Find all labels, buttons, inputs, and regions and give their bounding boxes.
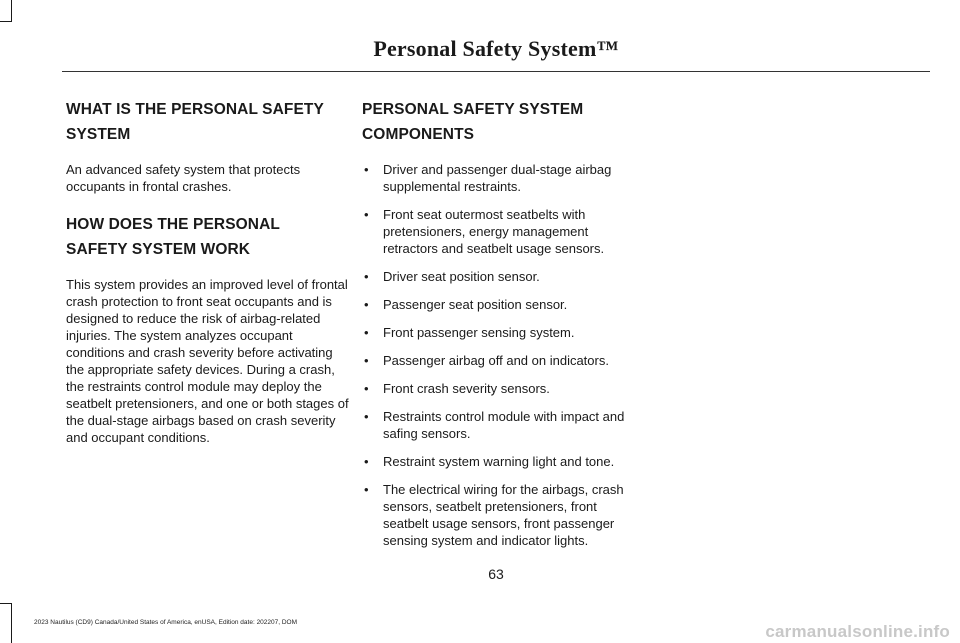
components-list [362,161,634,549]
left-column [66,97,352,446]
list-item-text: Driver seat position sensor. [383,269,540,284]
list-item-text: Front passenger sensing system. [383,325,575,340]
watermark-link[interactable]: carmanualsonline.info [765,622,950,641]
crop-mark-top-left-horizontal [0,21,12,22]
bullet-icon: • [364,454,369,469]
spacer [66,262,352,276]
list-item [362,324,634,341]
middle-column [362,97,634,560]
bullet-icon: • [364,381,369,396]
list-item-text: Passenger seat position sensor. [383,297,568,312]
list-item-text: Restraint system warning light and tone. [383,454,615,469]
heading-line: WHAT IS THE PERSONAL SAFETY [66,101,324,118]
list-item-text: Front seat outermost seatbelts with pretensioners, energy management retractors and seatbelt usage sensors. [383,207,605,256]
list-item [362,296,634,313]
heading-line: COMPONENTS [362,126,475,143]
heading-line: PERSONAL SAFETY SYSTEM [362,101,584,118]
list-item [362,206,634,257]
section-heading-what-is [66,97,352,147]
section-body-how-does: This system provides an improved level of frontal crash protection to front seat occupants and is designed to reduce the risk of airbag-related injuries. The system analyzes occupant conditions and crash severity before activating the appropriate safety devices. During a crash, the restraints control module may deploy the seatbelt pretensioners, and one or both stages of the dual-stage airbags based on crash severity and occupant conditions. [66,277,349,445]
crop-mark-bottom-left-horizontal [0,603,12,604]
bullet-icon: • [364,353,369,368]
list-item [362,352,634,369]
list-item-text: Passenger airbag off and on indicators. [383,353,609,368]
bullet-icon: • [364,207,369,222]
bullet-icon: • [364,297,369,312]
crop-mark-top-left-vertical [11,0,12,22]
spacer [66,195,352,212]
bullet-icon: • [364,409,369,424]
bullet-icon: • [364,269,369,284]
bullet-icon: • [364,162,369,177]
list-item [362,453,634,470]
section-heading-components [362,97,634,147]
heading-line: SYSTEM [66,126,131,143]
list-item [362,161,634,195]
edition-footer: 2023 Nautilus (CD9) Canada/United States of America, enUSA, Edition date: 202207, DOM [34,619,298,626]
spacer [362,147,634,161]
list-item-text: Front crash severity sensors. [383,381,550,396]
list-item [362,268,634,285]
section-heading-how-does [66,212,352,262]
title-divider [62,71,930,72]
bullet-icon: • [364,482,369,497]
list-item-text: Restraints control module with impact and safing sensors. [383,409,625,441]
list-item [362,481,634,549]
list-item [362,408,634,442]
bullet-icon: • [364,325,369,340]
heading-line: SAFETY SYSTEM WORK [66,241,251,258]
list-item-text: Driver and passenger dual-stage airbag supplemental restraints. [383,162,612,194]
page-number: 63 [488,566,504,582]
list-item [362,380,634,397]
crop-mark-bottom-left-vertical [11,603,12,643]
heading-line: HOW DOES THE PERSONAL [66,216,280,233]
list-item-text: The electrical wiring for the airbags, crash sensors, seatbelt pretensioners, front seatbelt usage sensors, front passenger sensing system and indicator lights. [383,482,624,548]
section-body-what-is: An advanced safety system that protects occupants in frontal crashes. [66,162,301,194]
spacer [66,147,352,161]
page-title: Personal Safety System™ [373,36,619,61]
